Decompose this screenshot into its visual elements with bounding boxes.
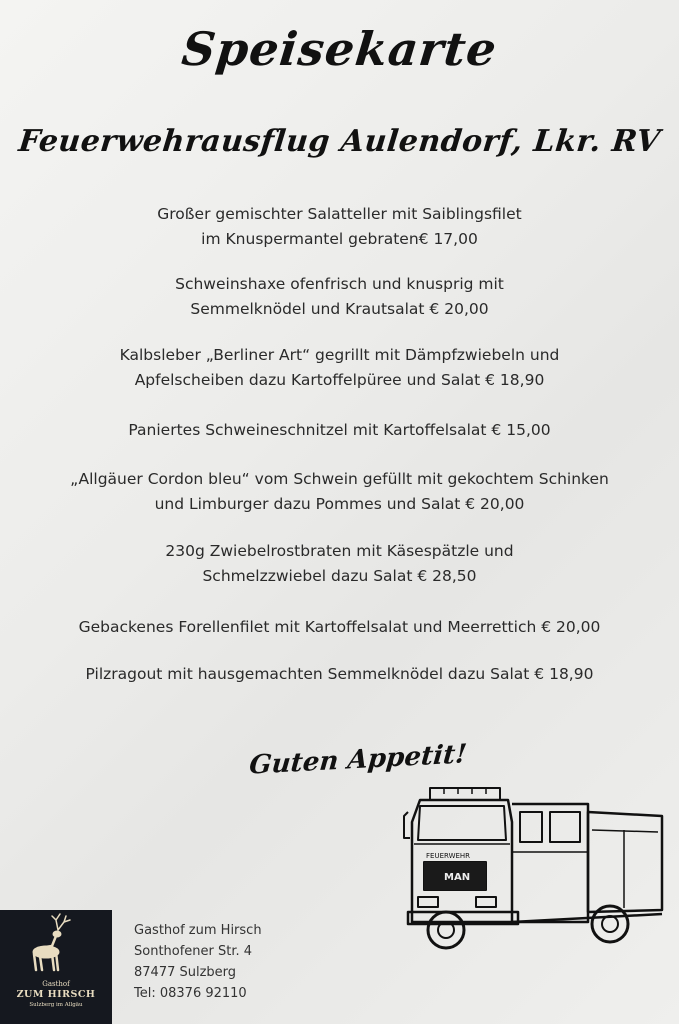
menu-item-line: „Allgäuer Cordon bleu“ vom Schwein gefüllt mit gekochtem Schinken — [70, 470, 609, 488]
deer-icon — [0, 910, 112, 980]
menu-item — [20, 202, 659, 252]
menu-item — [20, 662, 659, 687]
contact-name: Gasthof zum Hirsch — [134, 923, 262, 938]
menu-item-line: Gebackenes Forellenfilet mit Kartoffelsalat und Meerrettich € 20,00 — [78, 618, 601, 636]
menu-item — [20, 615, 659, 640]
contact-street: Sonthofener Str. 4 — [134, 944, 253, 959]
fire-truck-icon — [400, 782, 670, 957]
menu-item-line: Pilzragout mit hausgemachten Semmelknödel dazu Salat € 18,90 — [85, 665, 594, 683]
closing-greeting: Guten Appetit! — [248, 739, 468, 781]
menu-item-line: 230g Zwiebelrostbraten mit Käsespätzle und — [165, 542, 514, 560]
gasthof-logo — [0, 910, 112, 1024]
truck-label: FEUERWEHR — [426, 852, 471, 860]
menu-item-line: Schweinshaxe ofenfrisch und knusprig mit — [175, 275, 504, 293]
logo-text: Sulzberg im Allgäu — [29, 1002, 83, 1008]
menu-item-line: Schmelzzwiebel dazu Salat € 28,50 — [202, 567, 477, 585]
menu-title: Speisekarte — [179, 22, 500, 76]
menu-item — [20, 418, 659, 443]
truck-brand: MAN — [444, 872, 471, 883]
contact-city: 87477 Sulzberg — [134, 965, 237, 980]
contact-phone: Tel: 08376 92110 — [134, 986, 247, 1001]
menu-subtitle: Feuerwehrausflug Aulendorf, Lkr. RV — [16, 124, 663, 159]
menu-item-line: Großer gemischter Salatteller mit Saiblingsfilet — [157, 205, 522, 223]
menu-item-line: Paniertes Schweineschnitzel mit Kartoffelsalat € 15,00 — [128, 421, 551, 439]
menu-item-line: Apfelscheiben dazu Kartoffelpüree und Salat € 18,90 — [134, 371, 545, 389]
logo-text: ZUM HIRSCH — [16, 989, 96, 1000]
menu-item-line: Semmelknödel und Krautsalat € 20,00 — [190, 300, 489, 318]
menu-item-line: und Limburger dazu Pommes und Salat € 20,00 — [154, 495, 525, 513]
menu-item — [20, 343, 659, 393]
menu-item — [20, 272, 659, 322]
menu-item — [20, 539, 659, 589]
logo-text: Gasthof — [42, 980, 70, 988]
contact-block — [134, 920, 262, 1004]
menu-item-line: Kalbsleber „Berliner Art“ gegrillt mit Dämpfzwiebeln und — [119, 346, 560, 364]
menu-item — [20, 467, 659, 517]
menu-item-line: im Knuspermantel gebraten€ 17,00 — [201, 230, 478, 248]
